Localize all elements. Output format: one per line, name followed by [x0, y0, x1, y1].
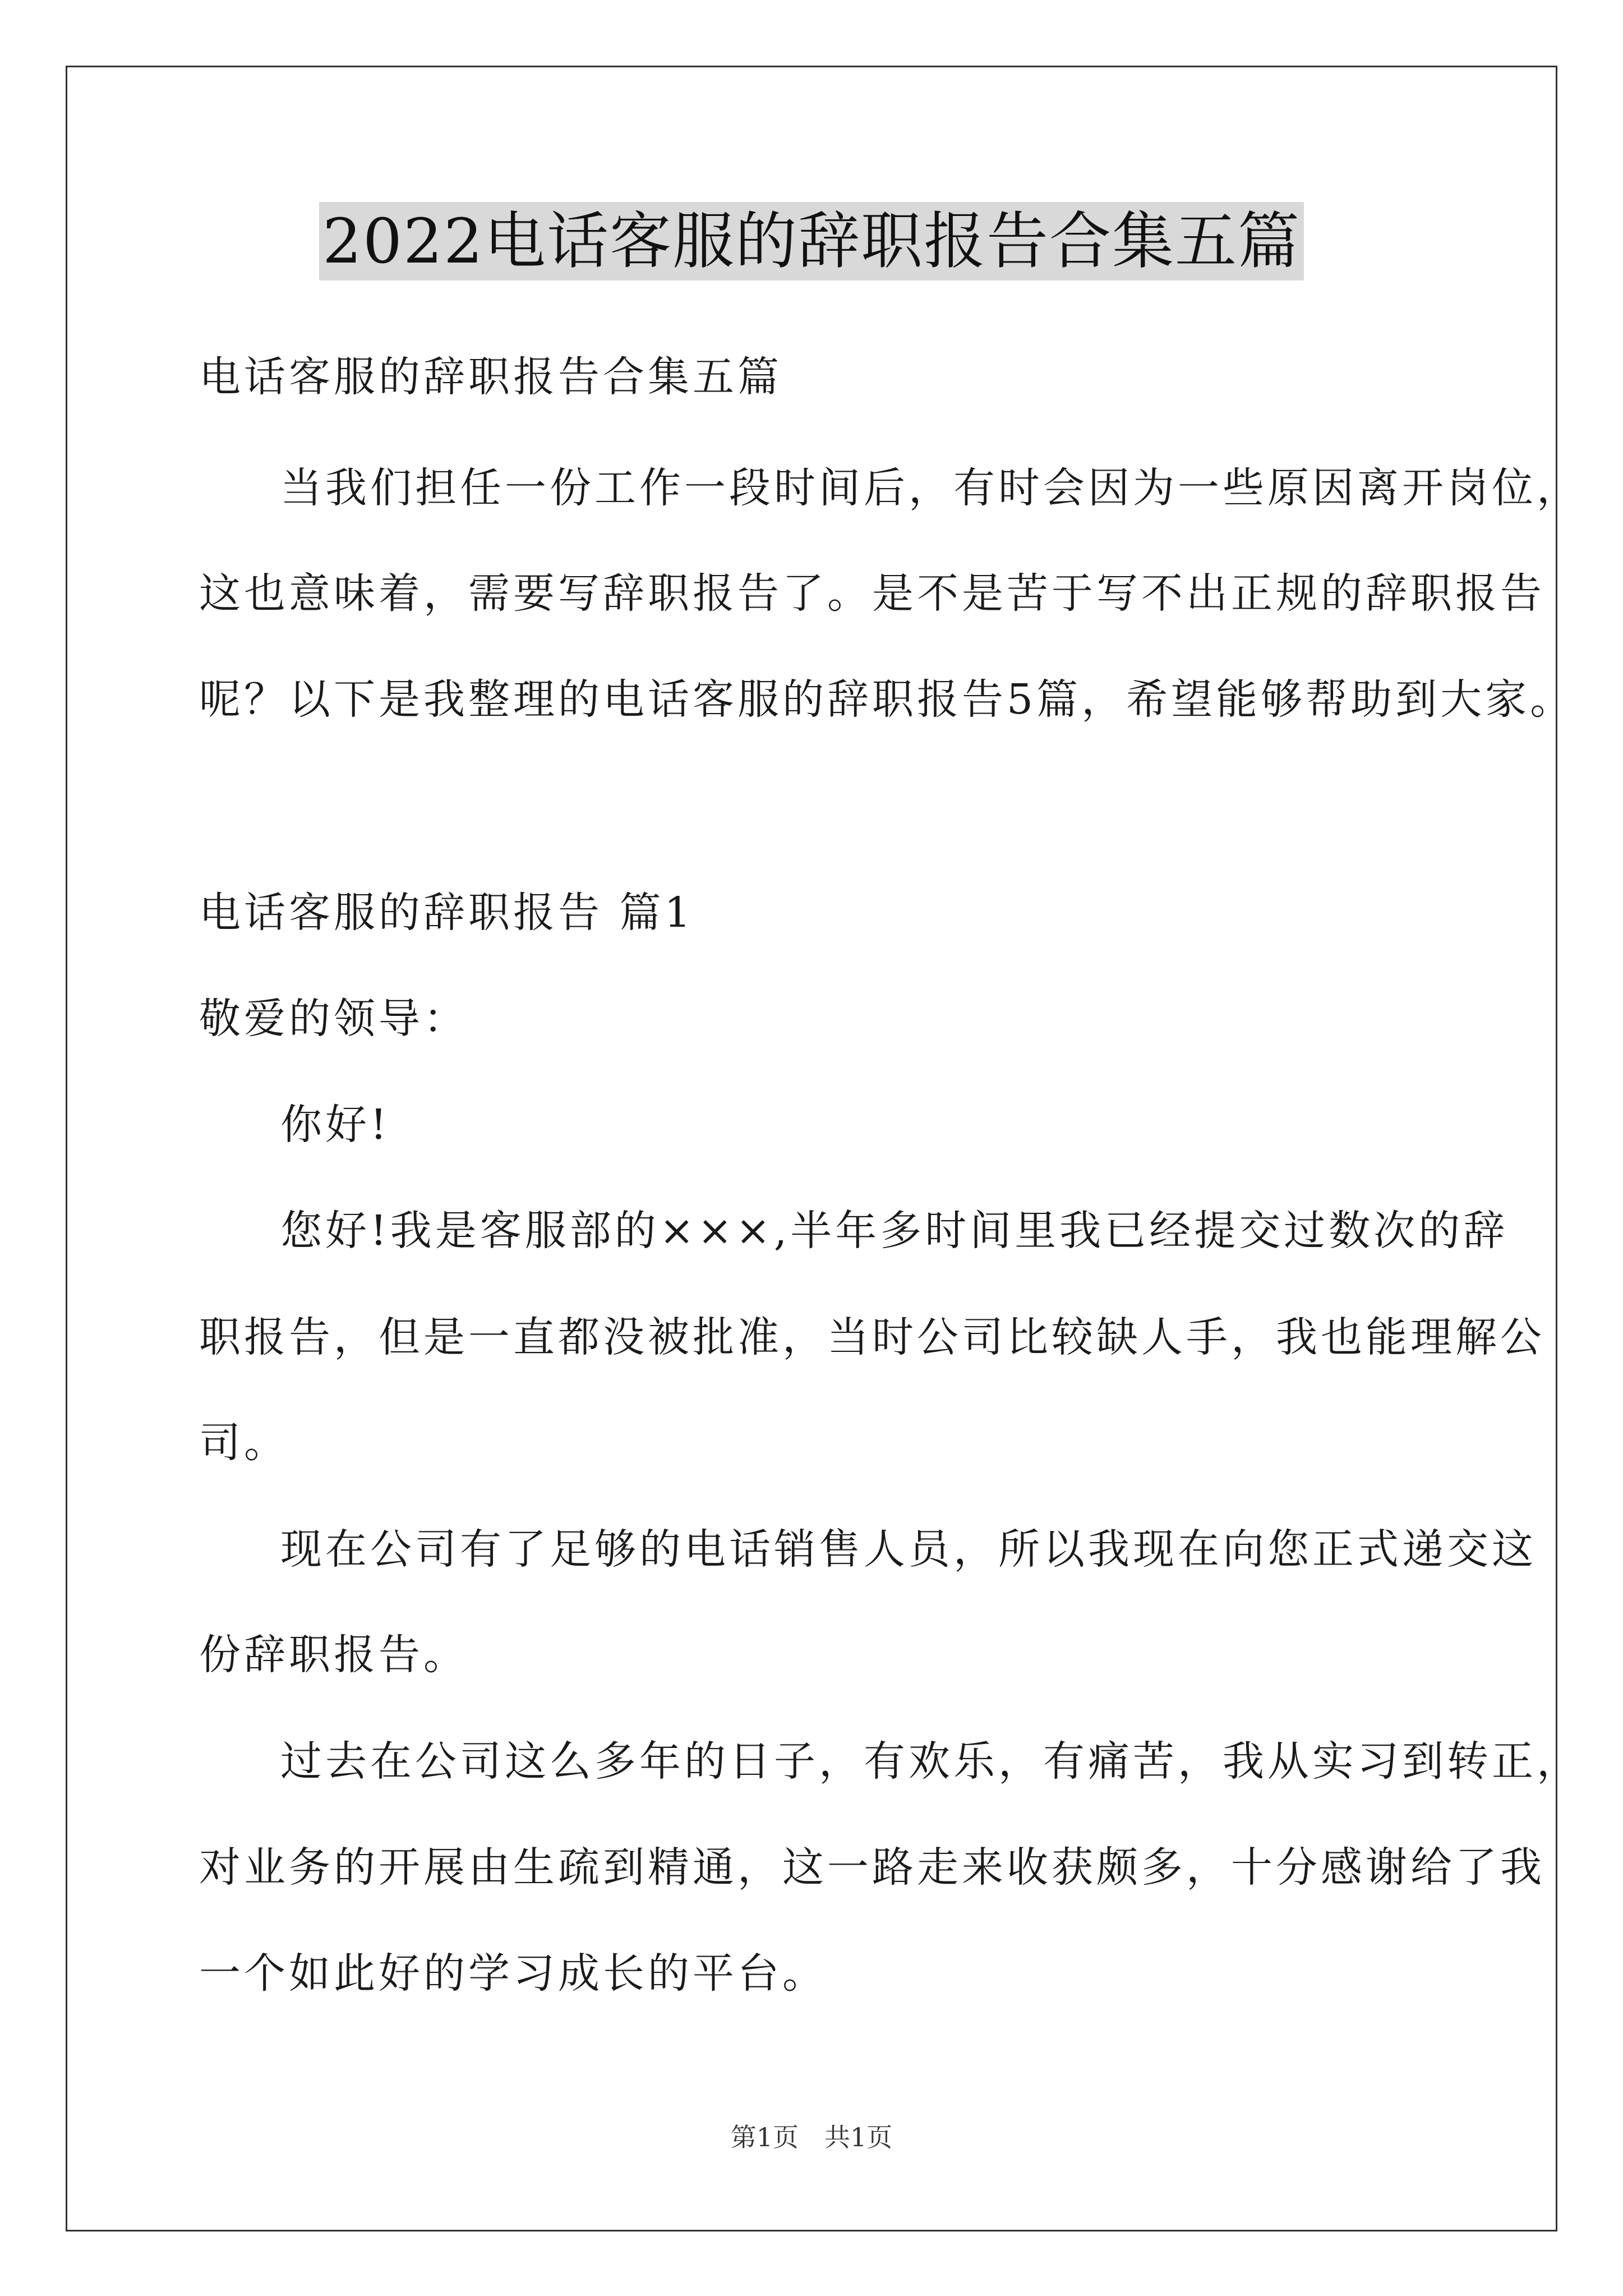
para3-line-3: 一个如此好的学习成长的平台。 [199, 1949, 827, 1998]
para2-line-2: 份辞职报告。 [199, 1631, 468, 1679]
para3-line-1: 过去在公司这么多年的日子，有欢乐，有痛苦，我从实习到转正， [280, 1737, 1581, 1786]
para2-line-1: 现在公司有了足够的电话销售人员，所以我现在向您正式递交这 [280, 1525, 1537, 1573]
document-title: 2022电话客服的辞职报告合集五篇 [319, 202, 1304, 280]
greeting: 你好! [280, 1101, 390, 1149]
para1-line-1: 您好!我是客服部的×××,半年多时间里我已经提交过数次的辞 [280, 1207, 1509, 1255]
intro-line-3: 呢？以下是我整理的电话客服的辞职报告5篇，希望能够帮助到大家。 [199, 675, 1575, 724]
intro-line-2: 这也意味着，需要写辞职报告了。是不是苦于写不出正规的辞职报告 [199, 569, 1545, 618]
salutation: 敬爱的领导： [199, 995, 468, 1043]
intro-line-1: 当我们担任一份工作一段时间后，有时会因为一些原因离开岗位， [280, 464, 1581, 512]
page-footer: 第1页 共1页 [730, 2122, 893, 2152]
para1-line-3: 司。 [199, 1419, 289, 1467]
para3-line-2: 对业务的开展由生疏到精通，这一路走来收获颇多，十分感谢给了我 [199, 1843, 1545, 1892]
section-heading: 电话客服的辞职报告 篇1 [199, 889, 694, 937]
title-container [0, 202, 1623, 280]
document-subtitle: 电话客服的辞职报告合集五篇 [199, 353, 782, 401]
para1-line-2: 职报告，但是一直都没被批准，当时公司比较缺人手，我也能理解公 [199, 1313, 1545, 1361]
